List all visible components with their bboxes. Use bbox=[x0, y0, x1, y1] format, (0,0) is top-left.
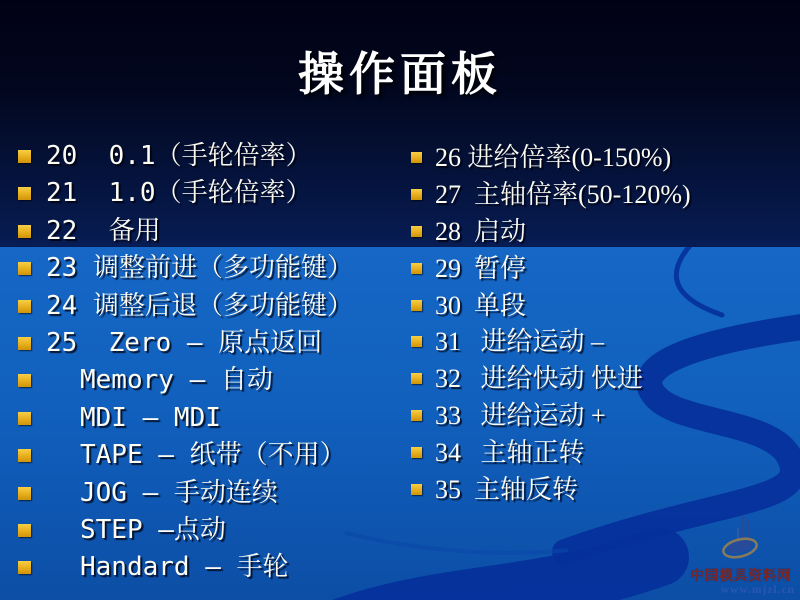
list-item-label: Memory – 自动 bbox=[80, 365, 273, 396]
satellite-dish-logo-icon bbox=[713, 512, 769, 564]
list-item bbox=[411, 252, 796, 289]
site-watermark bbox=[685, 512, 797, 596]
list-item-label: STEP –点动 bbox=[80, 514, 226, 545]
list-item bbox=[18, 251, 408, 288]
bullet-square-icon bbox=[411, 484, 422, 495]
bullet-square-icon bbox=[411, 189, 422, 200]
bullet-square-icon bbox=[18, 487, 31, 500]
list-item-label: MDI – MDI bbox=[80, 402, 221, 433]
list-item bbox=[18, 476, 408, 513]
list-item-label: 21 1.0（手轮倍率） bbox=[46, 178, 312, 209]
bullet-square-icon bbox=[411, 300, 422, 311]
bullet-square-icon bbox=[18, 262, 31, 275]
list-item bbox=[411, 325, 796, 362]
list-item bbox=[18, 401, 408, 438]
bullet-square-icon bbox=[411, 336, 422, 347]
list-item-label: JOG – 手动连续 bbox=[80, 477, 278, 508]
bullet-square-icon bbox=[18, 524, 31, 537]
left-bullet-list bbox=[18, 139, 408, 588]
list-item-label: 20 0.1（手轮倍率） bbox=[46, 141, 312, 171]
bullet-square-icon bbox=[18, 449, 31, 462]
list-item-label: 35 主轴反转 bbox=[435, 475, 579, 505]
list-item-label: 34 主轴正转 bbox=[435, 438, 585, 468]
list-item bbox=[411, 178, 796, 215]
watermark-site-name: 中国模具资料网 bbox=[690, 568, 792, 583]
list-item-label: 23 调整前进（多功能键） bbox=[46, 253, 353, 284]
bullet-square-icon bbox=[18, 374, 31, 387]
list-item-label: TAPE – 纸带（不用） bbox=[80, 440, 346, 471]
slide-title: 操作面板 bbox=[298, 49, 502, 100]
bullet-square-icon bbox=[18, 412, 31, 425]
list-item bbox=[18, 289, 408, 326]
list-item bbox=[18, 326, 408, 363]
list-item-label: 30 单段 bbox=[435, 290, 527, 320]
list-item bbox=[18, 550, 408, 587]
list-item-label: 31 进给运动 – bbox=[435, 327, 605, 357]
list-item bbox=[18, 176, 408, 213]
bullet-square-icon bbox=[18, 300, 31, 313]
list-item bbox=[18, 363, 408, 400]
bullet-square-icon bbox=[411, 410, 422, 421]
list-item bbox=[411, 473, 796, 510]
list-item bbox=[18, 214, 408, 251]
watermark-site-url: www.mjzl.cn bbox=[720, 584, 795, 596]
bullet-square-icon bbox=[411, 447, 422, 458]
list-item-label: 27 主轴倍率(50-120%) bbox=[435, 179, 691, 209]
list-item bbox=[411, 215, 796, 252]
list-item-label: Handard – 手轮 bbox=[80, 552, 289, 583]
bullet-square-icon bbox=[411, 373, 422, 384]
list-item-label: 26 进给倍率(0-150%) bbox=[435, 143, 672, 172]
list-item bbox=[18, 139, 408, 176]
list-item bbox=[18, 513, 408, 550]
list-item-label: 33 进给运动 + bbox=[435, 401, 606, 431]
list-item-label: 22 备用 bbox=[46, 215, 161, 246]
bullet-square-icon bbox=[18, 225, 31, 238]
bullet-square-icon bbox=[18, 150, 31, 163]
list-item bbox=[411, 289, 796, 326]
list-item-label: 32 进给快动 快进 bbox=[435, 364, 644, 394]
list-item bbox=[411, 399, 796, 436]
bullet-square-icon bbox=[18, 337, 31, 350]
list-item-label: 29 暂停 bbox=[435, 253, 527, 283]
bullet-square-icon bbox=[411, 263, 422, 274]
list-item bbox=[411, 141, 796, 178]
list-item bbox=[411, 362, 796, 399]
bullet-square-icon bbox=[18, 187, 31, 200]
right-bullet-list bbox=[411, 141, 796, 510]
bullet-square-icon bbox=[411, 152, 422, 163]
list-item-label: 25 Zero – 原点返回 bbox=[46, 327, 323, 358]
list-item-label: 28 启动 bbox=[435, 216, 527, 246]
bullet-square-icon bbox=[18, 561, 31, 574]
list-item bbox=[411, 436, 796, 473]
list-item bbox=[18, 438, 408, 475]
list-item-label: 24 调整后退（多功能键） bbox=[46, 290, 353, 321]
bullet-square-icon bbox=[411, 226, 422, 237]
